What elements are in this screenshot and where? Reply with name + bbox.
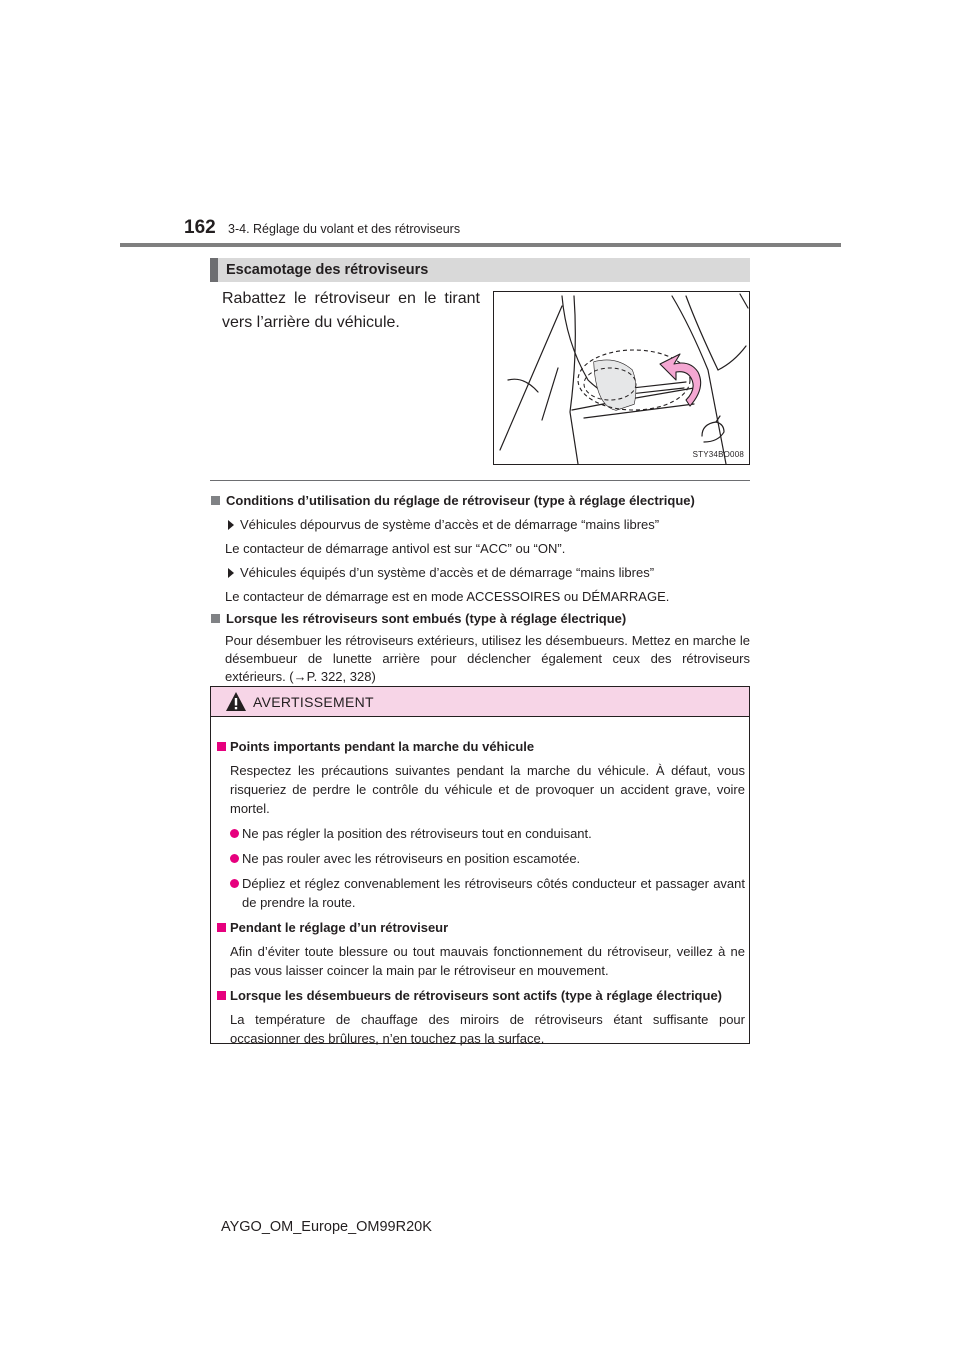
round-bullet-icon (230, 829, 239, 838)
warning-driving-bullet-3: Dépliez et réglez convenablement les rétroviseurs côtés conducteur et passager avant de prendre la route. (217, 874, 745, 912)
section-accent (210, 258, 218, 282)
note-conditions-sub2: Véhicules équipés d’un système d’accès et de démarrage “mains libres” (210, 564, 750, 582)
section-title: Escamotage des rétroviseurs (226, 262, 429, 278)
footer-doc-id: AYGO_OM_Europe_OM99R20K (221, 1219, 432, 1235)
square-bullet-icon (217, 742, 226, 751)
triangle-bullet-icon (228, 520, 234, 530)
chapter-title: 3-4. Réglage du volant et des rétroviseurs (228, 222, 461, 236)
note-fogged-heading: Lorsque les rétroviseurs sont embués (type à réglage électrique) (210, 610, 750, 628)
square-bullet-icon (211, 614, 220, 623)
note-conditions-text1: Le contacteur de démarrage antivol est sur “ACC” ou “ON”. (225, 541, 566, 556)
separator-rule (210, 480, 750, 481)
warning-driving-heading: Points importants pendant la marche du véhicule (217, 737, 745, 756)
mirror-illustration (493, 291, 750, 465)
header-rule (120, 243, 841, 247)
note-fogged-text: Pour désembuer les rétroviseurs extérieurs, utilisez les désembueurs. Mettez en marche le désembueur de lunette arrière pour déclencher également ceux des rétroviseurs extérieurs. (→P. 322, 328) (225, 633, 750, 684)
warning-label: AVERTISSEMENT (253, 694, 374, 710)
warning-body (217, 731, 745, 1048)
warning-triangle-icon (225, 691, 247, 712)
square-bullet-icon (217, 991, 226, 1000)
figure-code: STY34BO008 (692, 450, 744, 459)
square-bullet-icon (211, 496, 220, 505)
warning-box (210, 686, 750, 1044)
page-number: 162 (184, 217, 216, 238)
section-title-bar (210, 258, 750, 282)
warning-adjusting-heading: Pendant le réglage d’un rétroviseur (217, 918, 745, 937)
triangle-bullet-icon (228, 568, 234, 578)
note-conditions-sub1: Véhicules dépourvus de système d’accès et de démarrage “mains libres” (210, 516, 750, 534)
square-bullet-icon (217, 923, 226, 932)
mirror-fold-drawing (494, 292, 750, 465)
section-intro: Rabattez le rétroviseur en le tirant vers l’arrière du véhicule. (222, 290, 480, 331)
note-conditions-heading: Conditions d’utilisation du réglage de rétroviseur (type à réglage électrique) (210, 492, 750, 510)
round-bullet-icon (230, 854, 239, 863)
warning-driving-bullet-2: Ne pas rouler avec les rétroviseurs en position escamotée. (217, 849, 745, 868)
note-conditions-text2: Le contacteur de démarrage est en mode ACCESSOIRES ou DÉMARRAGE. (225, 589, 670, 604)
warning-driving-text: Respectez les précautions suivantes pendant la marche du véhicule. À défaut, vous risqueriez de perdre le contrôle du véhicule et de provoquer un accident grave, voire mortel. (230, 763, 745, 816)
warning-driving-bullet-1: Ne pas régler la position des rétroviseurs tout en conduisant. (217, 824, 745, 843)
notes-section (210, 488, 750, 686)
warning-defoggers-text: La température de chauffage des miroirs de rétroviseurs étant suffisante pour occasionner des brûlures, n’en touchez pas la surface. (230, 1012, 745, 1046)
round-bullet-icon (230, 879, 239, 888)
warning-adjusting-text: Afin d’éviter toute blessure ou tout mauvais fonctionnement du rétroviseur, veillez à ne pas vous laisser coincer la main par le rétroviseur en mouvement. (230, 944, 745, 978)
warning-defoggers-heading: Lorsque les désembueurs de rétroviseurs sont actifs (type à réglage électrique) (217, 986, 745, 1005)
warning-header (211, 687, 749, 717)
